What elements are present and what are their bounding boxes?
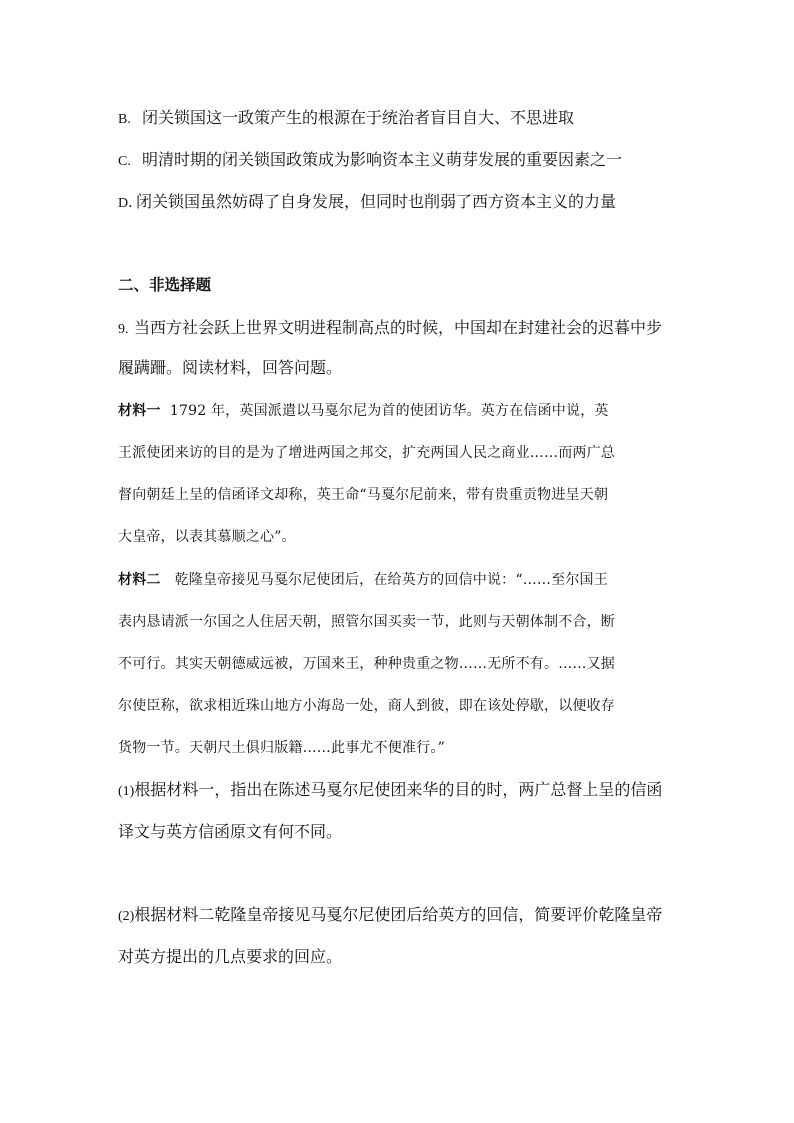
option-c-label: C. bbox=[118, 154, 131, 169]
question-number: 9. bbox=[118, 322, 129, 337]
question-line-2: 履蹒跚。阅读材料，回答问题。 bbox=[118, 358, 343, 377]
material2-line-1 bbox=[118, 570, 608, 590]
subquestion1-line-1 bbox=[118, 780, 662, 802]
option-c-text: 明清时期的闭关锁国政策成为影响资本主义萌芽发展的重要因素之一 bbox=[142, 150, 623, 169]
option-b-label: B. bbox=[118, 112, 131, 127]
question-line-1 bbox=[118, 318, 662, 340]
material2-line-2: 表内恳请派一尔国之人住居天朝，照管尔国买卖一节，此则与天朝体制不合，断 bbox=[118, 614, 615, 630]
section-title: 二、非选择题 bbox=[118, 276, 212, 294]
subquestion1-text-1: 根据材料一，指出在陈述马戛尔尼使团来华的目的时，两广总督上呈的信函 bbox=[134, 780, 663, 799]
option-c bbox=[118, 150, 622, 172]
material2-text-1: 乾隆皇帝接见马戛尔尼使团后，在给英方的回信中说：“……至尔国王 bbox=[174, 572, 608, 588]
material2-line-4: 尔使臣称，欲求相近珠山地方小海岛一处，商人到彼，即在该处停歇，以便收存 bbox=[118, 698, 615, 714]
subquestion2-number: (2) bbox=[118, 909, 135, 924]
option-d-label: D． bbox=[118, 196, 143, 211]
material2-line-5: 货物一节。天朝尺土俱归版籍……此事尤不便准行。” bbox=[118, 740, 445, 756]
material1-line-3: 督向朝廷上呈的信函译文却称，英王命“马戛尔尼前来，带有贵重贡物进呈天朝 bbox=[118, 487, 609, 503]
material1-line-4: 大皇帝，以表其慕顺之心”。 bbox=[118, 529, 296, 545]
option-b bbox=[118, 108, 574, 130]
material1-text-1: 1792 年，英国派遣以马戛尔尼为首的使团访华。英方在信函中说，英 bbox=[169, 403, 609, 419]
material1-line-1 bbox=[118, 401, 609, 421]
subquestion2-line-2: 对英方提出的几点要求的回应。 bbox=[118, 947, 343, 966]
option-d-text: 闭关锁国虽然妨碍了自身发展，但同时也削弱了西方资本主义的力量 bbox=[136, 192, 617, 211]
option-b-text: 闭关锁国这一政策产生的根源在于统治者盲目自大、不思进取 bbox=[142, 108, 575, 127]
material2-line-3: 不可行。其实天朝德威远被，万国来王，种种贵重之物……无所不有。……又据 bbox=[118, 656, 615, 672]
subquestion1-line-2: 译文与英方信函原文有何不同。 bbox=[118, 822, 343, 841]
material2-label: 材料二 bbox=[118, 572, 161, 588]
question-text-1: 当西方社会跃上世界文明进程制高点的时候，中国却在封建社会的迟暮中步 bbox=[134, 318, 663, 337]
subquestion2-text-1: 根据材料二乾隆皇帝接见马戛尔尼使团后给英方的回信，简要评价乾隆皇帝 bbox=[134, 905, 663, 924]
subquestion2-line-1 bbox=[118, 905, 662, 927]
material1-label: 材料一 bbox=[118, 403, 161, 419]
subquestion1-number: (1) bbox=[118, 784, 135, 799]
option-d bbox=[118, 192, 616, 214]
material1-line-2: 王派使团来访的目的是为了增进两国之邦交，扩充两国人民之商业……而两广总 bbox=[118, 445, 615, 461]
